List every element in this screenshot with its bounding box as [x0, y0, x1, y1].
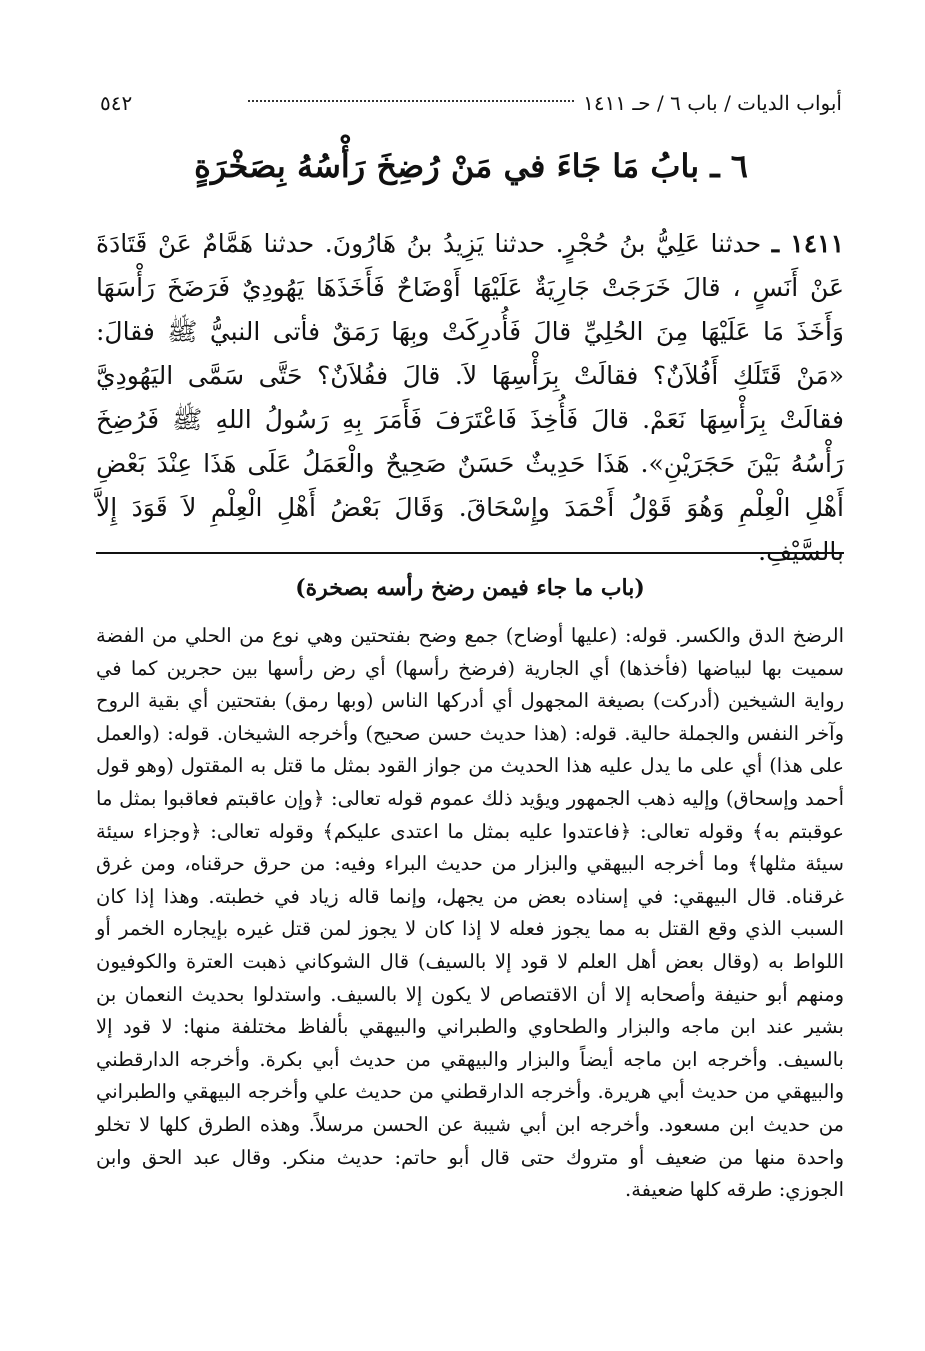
running-header-title: أبواب الديات / باب ٦ / حـ ١٤١١ — [583, 91, 842, 115]
hadith-text-block — [96, 222, 844, 574]
running-header-dots — [248, 100, 574, 102]
chapter-title: ٦ ـ بابُ مَا جَاءَ في مَنْ رُضِخَ رَأْسُهُ بِصَخْرَةٍ — [194, 147, 748, 185]
running-header — [100, 86, 842, 120]
commentary-title: (باب ما جاء فيمن رضخ رأسه بصخرة) — [295, 575, 645, 601]
section-divider — [96, 552, 844, 554]
page-number: ٥٤٢ — [100, 91, 133, 115]
hadith-text: حدثنا عَلِيُّ بنُ حُجْرٍ. حدثنا يَزِيدُ بنُ هَارُونَ. حدثنا هَمَّامٌ عَنْ قَتَادَةَ عَنْ أَنَسٍ ، قالَ خَرَجَتْ جَارِيَةٌ عَلَيْهَا أَوْضَاحٌ فَأَخَذَهَا يَهُودِيٌ فَرَضَخَ رَأْسَهَا وَأَخَذَ مَا عَلَيْهَا مِنَ الحُلِيِّ قالَ فَأُدرِكَتْ وبِهَا رَمَقٌ فأتى النبيُّ ﷺ فقالَ: «مَنْ قَتَلَكِ أَفُلاَنٌ؟ فقالَتْ بِرَأْسِهَا لاَ. قالَ ففُلاَنٌ؟ حَتَّى سَمَّى اليَهُودِيَّ فقالَتْ بِرَأْسِهَا نَعَمْ. قالَ فَأُخِذَ فَاعْتَرَفَ فَأَمَرَ بِهِ رَسُولُ اللهِ ﷺ فَرُضِخَ رَأْسُهُ بَيْنَ حَجَرَيْنِ». هَذَا حَدِيثٌ حَسَنٌ صَحِيحٌ والْعَمَلُ عَلَى هَذَا عِنْدَ بَعْضِ أَهْلِ الْعِلْمِ وَهُوَ قَوْلُ أَحْمَدَ وإِسْحَاقَ. وَقَالَ بَعْضُ أَهْلِ الْعِلْمِ لاَ قَوَدَ إِلاَّ بالسَّيْفِ. — [96, 229, 844, 566]
hadith-number: ١٤١١ ـ — [771, 229, 844, 258]
commentary-text: الرضخ الدق والكسر. قوله: (عليها أوضاح) جمع وضح بفتحتين وهي نوع من الحلي من الفضة سميت بها لبياضها (فأخذها) أي الجارية (فرضخ رأسها) أي رض رأسها بين حجرين كما في رواية الشيخين (أدركت) بصيغة المجهول أي أدركها الناس (وبها رمق) بفتحتين أي بقية الروح وآخر النفس والجملة حالية. قوله: (هذا حديث حسن صحيح) وأخرجه الشيخان. قوله: (والعمل على هذا) أي على ما يدل عليه هذا الحديث من جواز القود بمثل ما قتل به المقتول (وهو قول أحمد وإسحاق) وإليه ذهب الجمهور ويؤيد ذلك عموم قوله تعالى: ﴿وإن عاقبتم فعاقبوا بمثل ما عوقبتم به﴾ وقوله تعالى: ﴿فاعتدوا عليه بمثل ما اعتدى عليكم﴾ وقوله تعالى: ﴿وجزاء سيئة سيئة مثلها﴾ وما أخرجه البيهقي والبزار من حديث البراء وفيه: من حرق حرقناه، ومن غرق غرقناه. قال البيهقي: في إسناده بعض من يجهل، وإنما قاله زياد في خطبته. وهذا إذا كان السبب الذي وقع القتل به مما يجوز فعله لا إذا كان لا يجوز لمن قتل غيره بإيجاره الخمر أو اللواط به (وقال بعض أهل العلم لا قود إلا بالسيف) قال الشوكاني ذهبت العترة والكوفيون ومنهم أبو حنيفة وأصحابه إلا أن الاقتصاص لا يكون إلا بالسيف. واستدلوا بحديث النعمان بن بشير عند ابن ماجه والبزار والطحاوي والطبراني والبيهقي بألفاظ مختلفة منها: لا قود إلا بالسيف. وأخرجه ابن ماجه أيضاً والبزار والبيهقي من حديث أبي بكرة. وأخرجه الدارقطني والبيهقي من حديث أبي هريرة. وأخرجه الدارقطني من حديث علي وأخرجه البيهقي والطبراني من حديث ابن مسعود. وأخرجه ابن أبي شيبة عن الحسن مرسلاً. وهذه الطرق كلها لا تخلو واحدة منها من ضعيف أو متروك حتى قال أبو حاتم: حديث منكر. وقال عبد الحق وابن الجوزي: طرقه كلها ضعيفة. — [96, 624, 844, 1202]
commentary-block — [96, 620, 844, 1207]
